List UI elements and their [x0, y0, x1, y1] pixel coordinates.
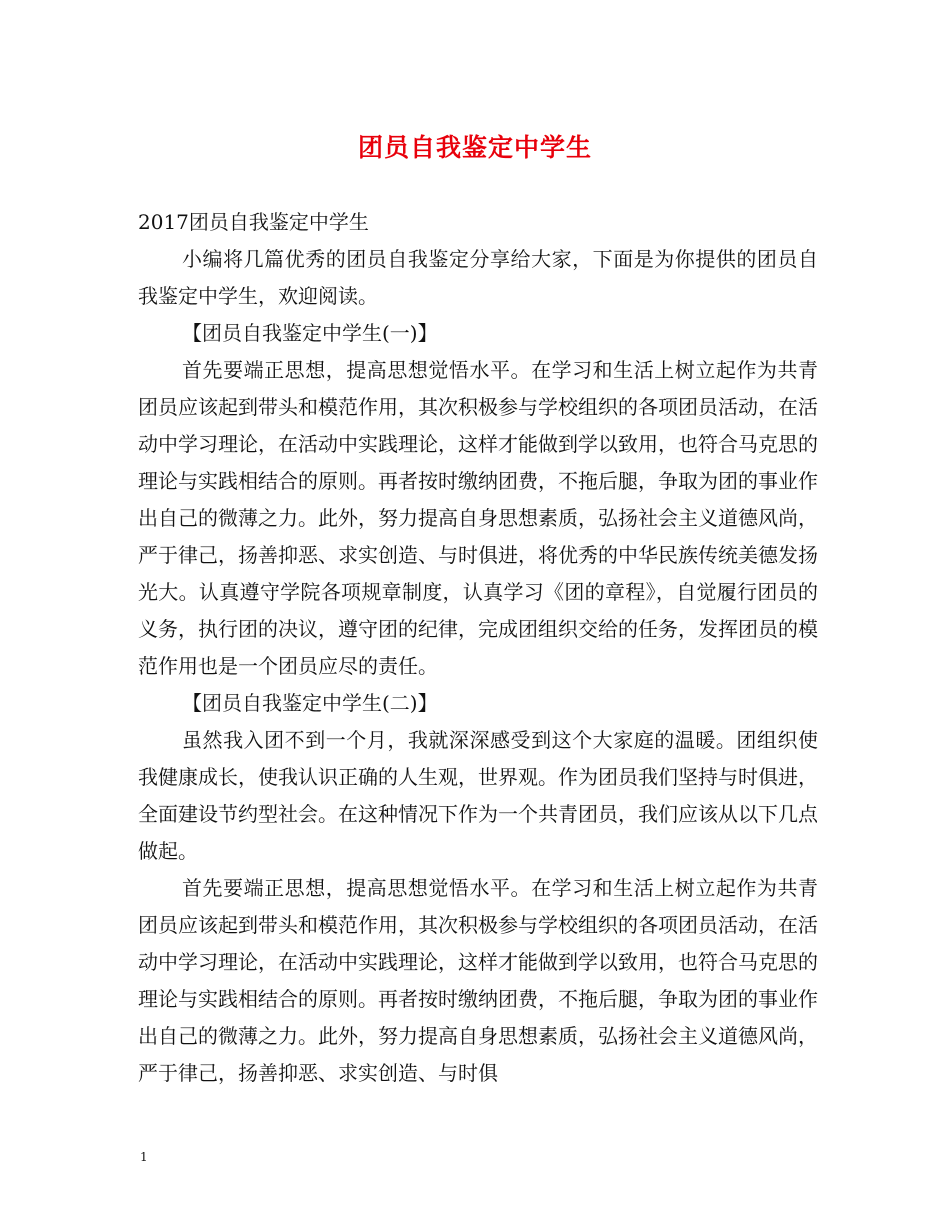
section-2-paragraph-1: 虽然我入团不到一个月，我就深深感受到这个大家庭的温暖。团组织使我健康成长，使我认识正确的人生观，世界观。作为团员我们坚持与时俱进，全面建设节约型社会。在这种情况下作为一个共青团员，我们应该从以下几点做起。 — [138, 728, 818, 863]
document-subtitle: 2017团员自我鉴定中学生 — [138, 210, 369, 234]
document-title: 团员自我鉴定中学生 — [357, 133, 592, 162]
document-body — [138, 204, 818, 1092]
intro-paragraph: 小编将几篇优秀的团员自我鉴定分享给大家，下面是为你提供的团员自我鉴定中学生，欢迎阅读。 — [138, 247, 818, 308]
section-2-paragraph-2: 首先要端正思想，提高思想觉悟水平。在学习和生活上树立起作为共青团员应该起到带头和模范作用，其次积极参与学校组织的各项团员活动，在活动中学习理论，在活动中实践理论，这样才能做到学以致用，也符合马克思的理论与实践相结合的原则。再者按时缴纳团费，不拖后腿，争取为团的事业作出自己的微薄之力。此外，努力提高自身思想素质，弘扬社会主义道德风尚，严于律己，扬善抑恶、求实创造、与时俱 — [138, 876, 818, 1085]
section-1-paragraph: 首先要端正思想，提高思想觉悟水平。在学习和生活上树立起作为共青团员应该起到带头和模范作用，其次积极参与学校组织的各项团员活动，在活动中学习理论，在活动中实践理论，这样才能做到学以致用，也符合马克思的理论与实践相结合的原则。再者按时缴纳团费，不拖后腿，争取为团的事业作出自己的微薄之力。此外，努力提高自身思想素质，弘扬社会主义道德风尚，严于律己，扬善抑恶、求实创造、与时俱进，将优秀的中华民族传统美德发扬光大。认真遵守学院各项规章制度，认真学习《团的章程》，自觉履行团员的义务，执行团的决议，遵守团的纪律，完成团组织交给的任务，发挥团员的模范作用也是一个团员应尽的责任。 — [138, 358, 818, 678]
page-number: 1 — [140, 1150, 148, 1164]
section-heading-2: 【团员自我鉴定中学生(二)】 — [182, 691, 438, 715]
section-heading-1: 【团员自我鉴定中学生(一)】 — [182, 321, 438, 345]
